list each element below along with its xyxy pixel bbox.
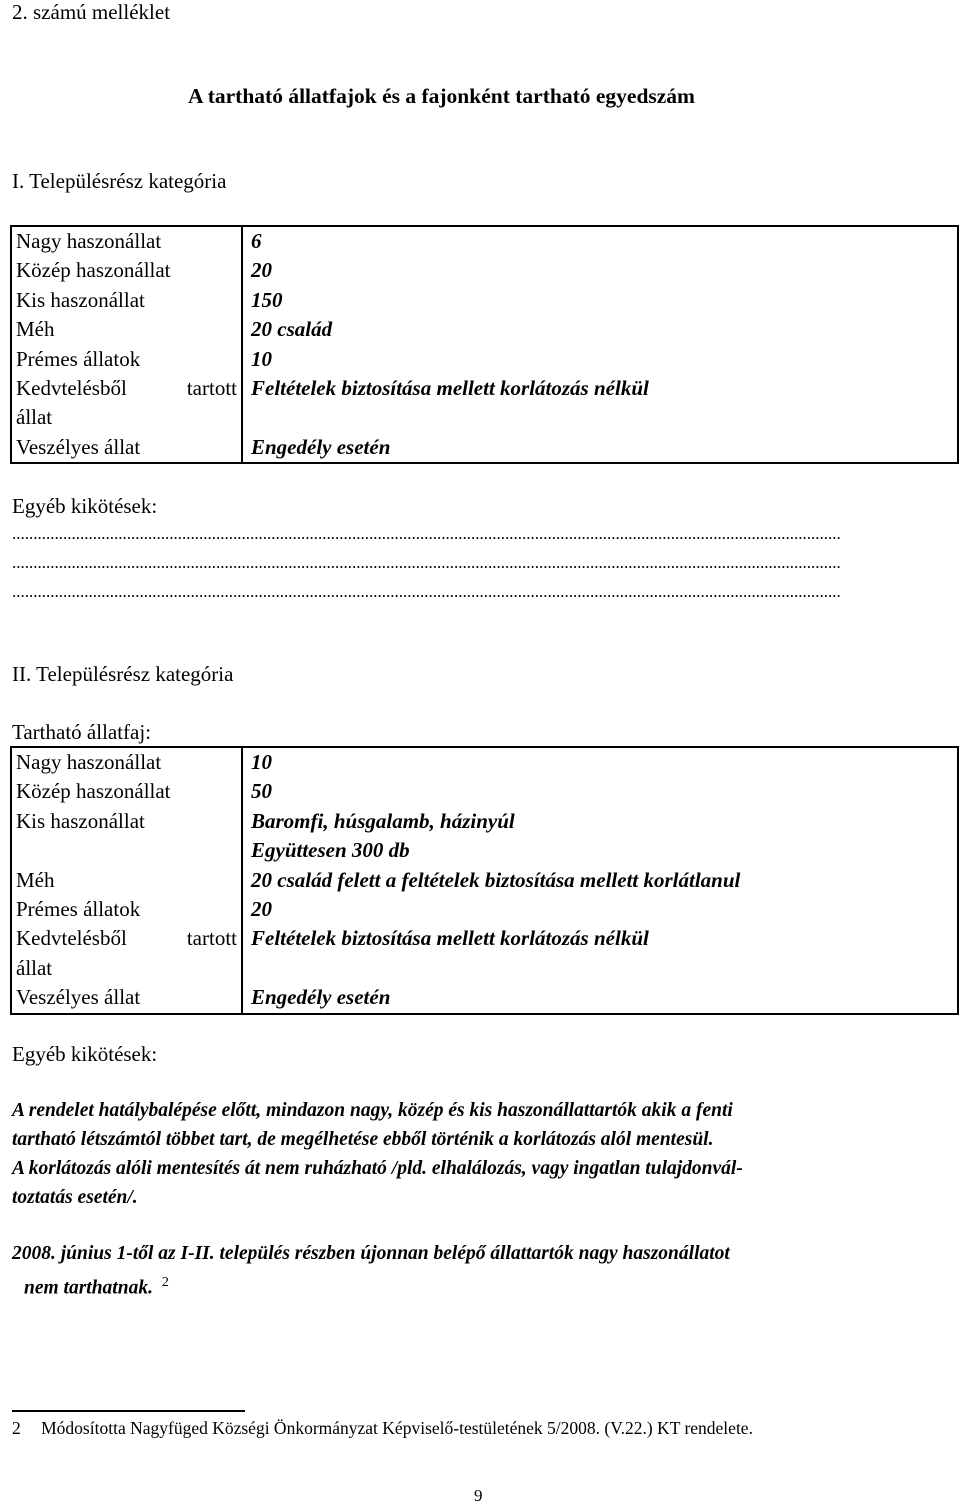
row-label-part: állat	[16, 405, 53, 430]
row-value-line: Baromfi, húsgalamb, házinyúl	[251, 808, 515, 833]
table-row	[11, 747, 958, 777]
table-row	[11, 924, 958, 983]
row-value: 6	[242, 226, 958, 256]
row-label: Prémes állatok	[11, 345, 242, 374]
row-label: Prémes állatok	[11, 895, 242, 924]
paragraph-line: 2008. június 1-től az I-II. település részben újonnan belépő állattartók nagy haszonállatot	[12, 1243, 730, 1264]
row-label: Közép haszonállat	[11, 256, 242, 285]
paragraph-line: A rendelet hatálybalépése előtt, mindazon nagy, közép és kis haszonállattartók akik a fenti	[12, 1100, 733, 1121]
paragraph-text: nem tarthatnak.	[24, 1277, 153, 1299]
footnote	[12, 1418, 753, 1439]
row-value: 10	[242, 345, 958, 374]
annex-label: 2. számú melléklet	[12, 0, 171, 24]
row-label: Nagy haszonállat	[11, 747, 242, 777]
row-label: Méh	[11, 866, 242, 895]
row-label: Kis haszonállat	[11, 807, 242, 866]
table-row	[11, 777, 958, 806]
row-value: Engedély esetén	[242, 983, 958, 1013]
table-row	[11, 315, 958, 344]
table-row	[11, 226, 958, 256]
dotted-line: ...................................................................................................................................................................................................	[12, 582, 841, 601]
paragraph-line: toztatás esetén/.	[12, 1187, 138, 1208]
table-row	[11, 807, 958, 866]
dotted-line: ...................................................................................................................................................................................................	[12, 524, 841, 543]
table-row	[11, 374, 958, 433]
row-label-part: Kedvtelésből	[16, 376, 127, 401]
row-label-part: Kedvtelésből	[16, 926, 127, 951]
row-value: 20	[242, 895, 958, 924]
exemption-paragraph	[12, 1096, 952, 1212]
dotted-line: ...................................................................................................................................................................................................	[12, 553, 841, 572]
row-value: Engedély esetén	[242, 433, 958, 463]
section1-heading: I. Településrész kategória	[12, 169, 227, 193]
footnote-separator	[12, 1410, 245, 1412]
paragraph-line: tartható létszámtól többet tart, de megélhetése ebből történik a korlátozás alól mentesül.	[12, 1129, 714, 1150]
section1-other-label: Egyéb kikötések:	[12, 494, 158, 518]
table-row	[11, 345, 958, 374]
row-value: 150	[242, 286, 958, 315]
row-label: Nagy haszonállat	[11, 226, 242, 256]
table-row	[11, 895, 958, 924]
row-label: Méh	[11, 315, 242, 344]
document-title: A tartható állatfajok és a fajonként tartható egyedszám	[188, 84, 695, 108]
section1-table	[10, 225, 959, 464]
table-row	[11, 983, 958, 1013]
row-value: Feltételek biztosítása mellett korlátozás nélkül	[242, 924, 958, 983]
row-label-part: állat	[16, 955, 53, 980]
row-label: Kis haszonállat	[11, 286, 242, 315]
section2-subheading: Tartható állatfaj:	[12, 720, 152, 744]
row-value: 20	[242, 256, 958, 285]
row-value: 20 család	[242, 315, 958, 344]
paragraph-line: A korlátozás alóli mentesítés át nem ruházható /pld. elhalálozás, vagy ingatlan tulajdonvál-	[12, 1158, 743, 1179]
restriction-paragraph	[12, 1239, 952, 1303]
row-value: 20 család felett a feltételek biztosítása mellett korlátlanul	[242, 866, 958, 895]
section2-other-label: Egyéb kikötések:	[12, 1042, 158, 1066]
table-row	[11, 866, 958, 895]
table-row	[11, 286, 958, 315]
table-row	[11, 433, 958, 463]
section2-heading: II. Településrész kategória	[12, 662, 234, 686]
row-value: 50	[242, 777, 958, 806]
row-label	[11, 374, 242, 433]
row-label: Veszélyes állat	[11, 983, 242, 1013]
footnote-text: Módosította Nagyfüged Községi Önkormányzat Képviselő-testületének 5/2008. (V.22.) KT rendelete.	[41, 1418, 753, 1438]
footnote-reference: 2	[161, 1275, 169, 1290]
row-label: Közép haszonállat	[11, 777, 242, 806]
row-label: Veszélyes állat	[11, 433, 242, 463]
row-value: 10	[242, 747, 958, 777]
section2-table	[10, 746, 959, 1015]
row-value	[242, 807, 958, 866]
row-label	[11, 924, 242, 983]
row-value-line: Együttesen 300 db	[251, 838, 410, 863]
row-label-part: tartott	[186, 376, 237, 401]
paragraph-line	[12, 1268, 952, 1303]
footnote-number: 2	[12, 1418, 21, 1438]
page-number: 9	[474, 1486, 483, 1505]
row-label-part: tartott	[186, 926, 237, 951]
row-value: Feltételek biztosítása mellett korlátozás nélkül	[242, 374, 958, 433]
table-row	[11, 256, 958, 285]
